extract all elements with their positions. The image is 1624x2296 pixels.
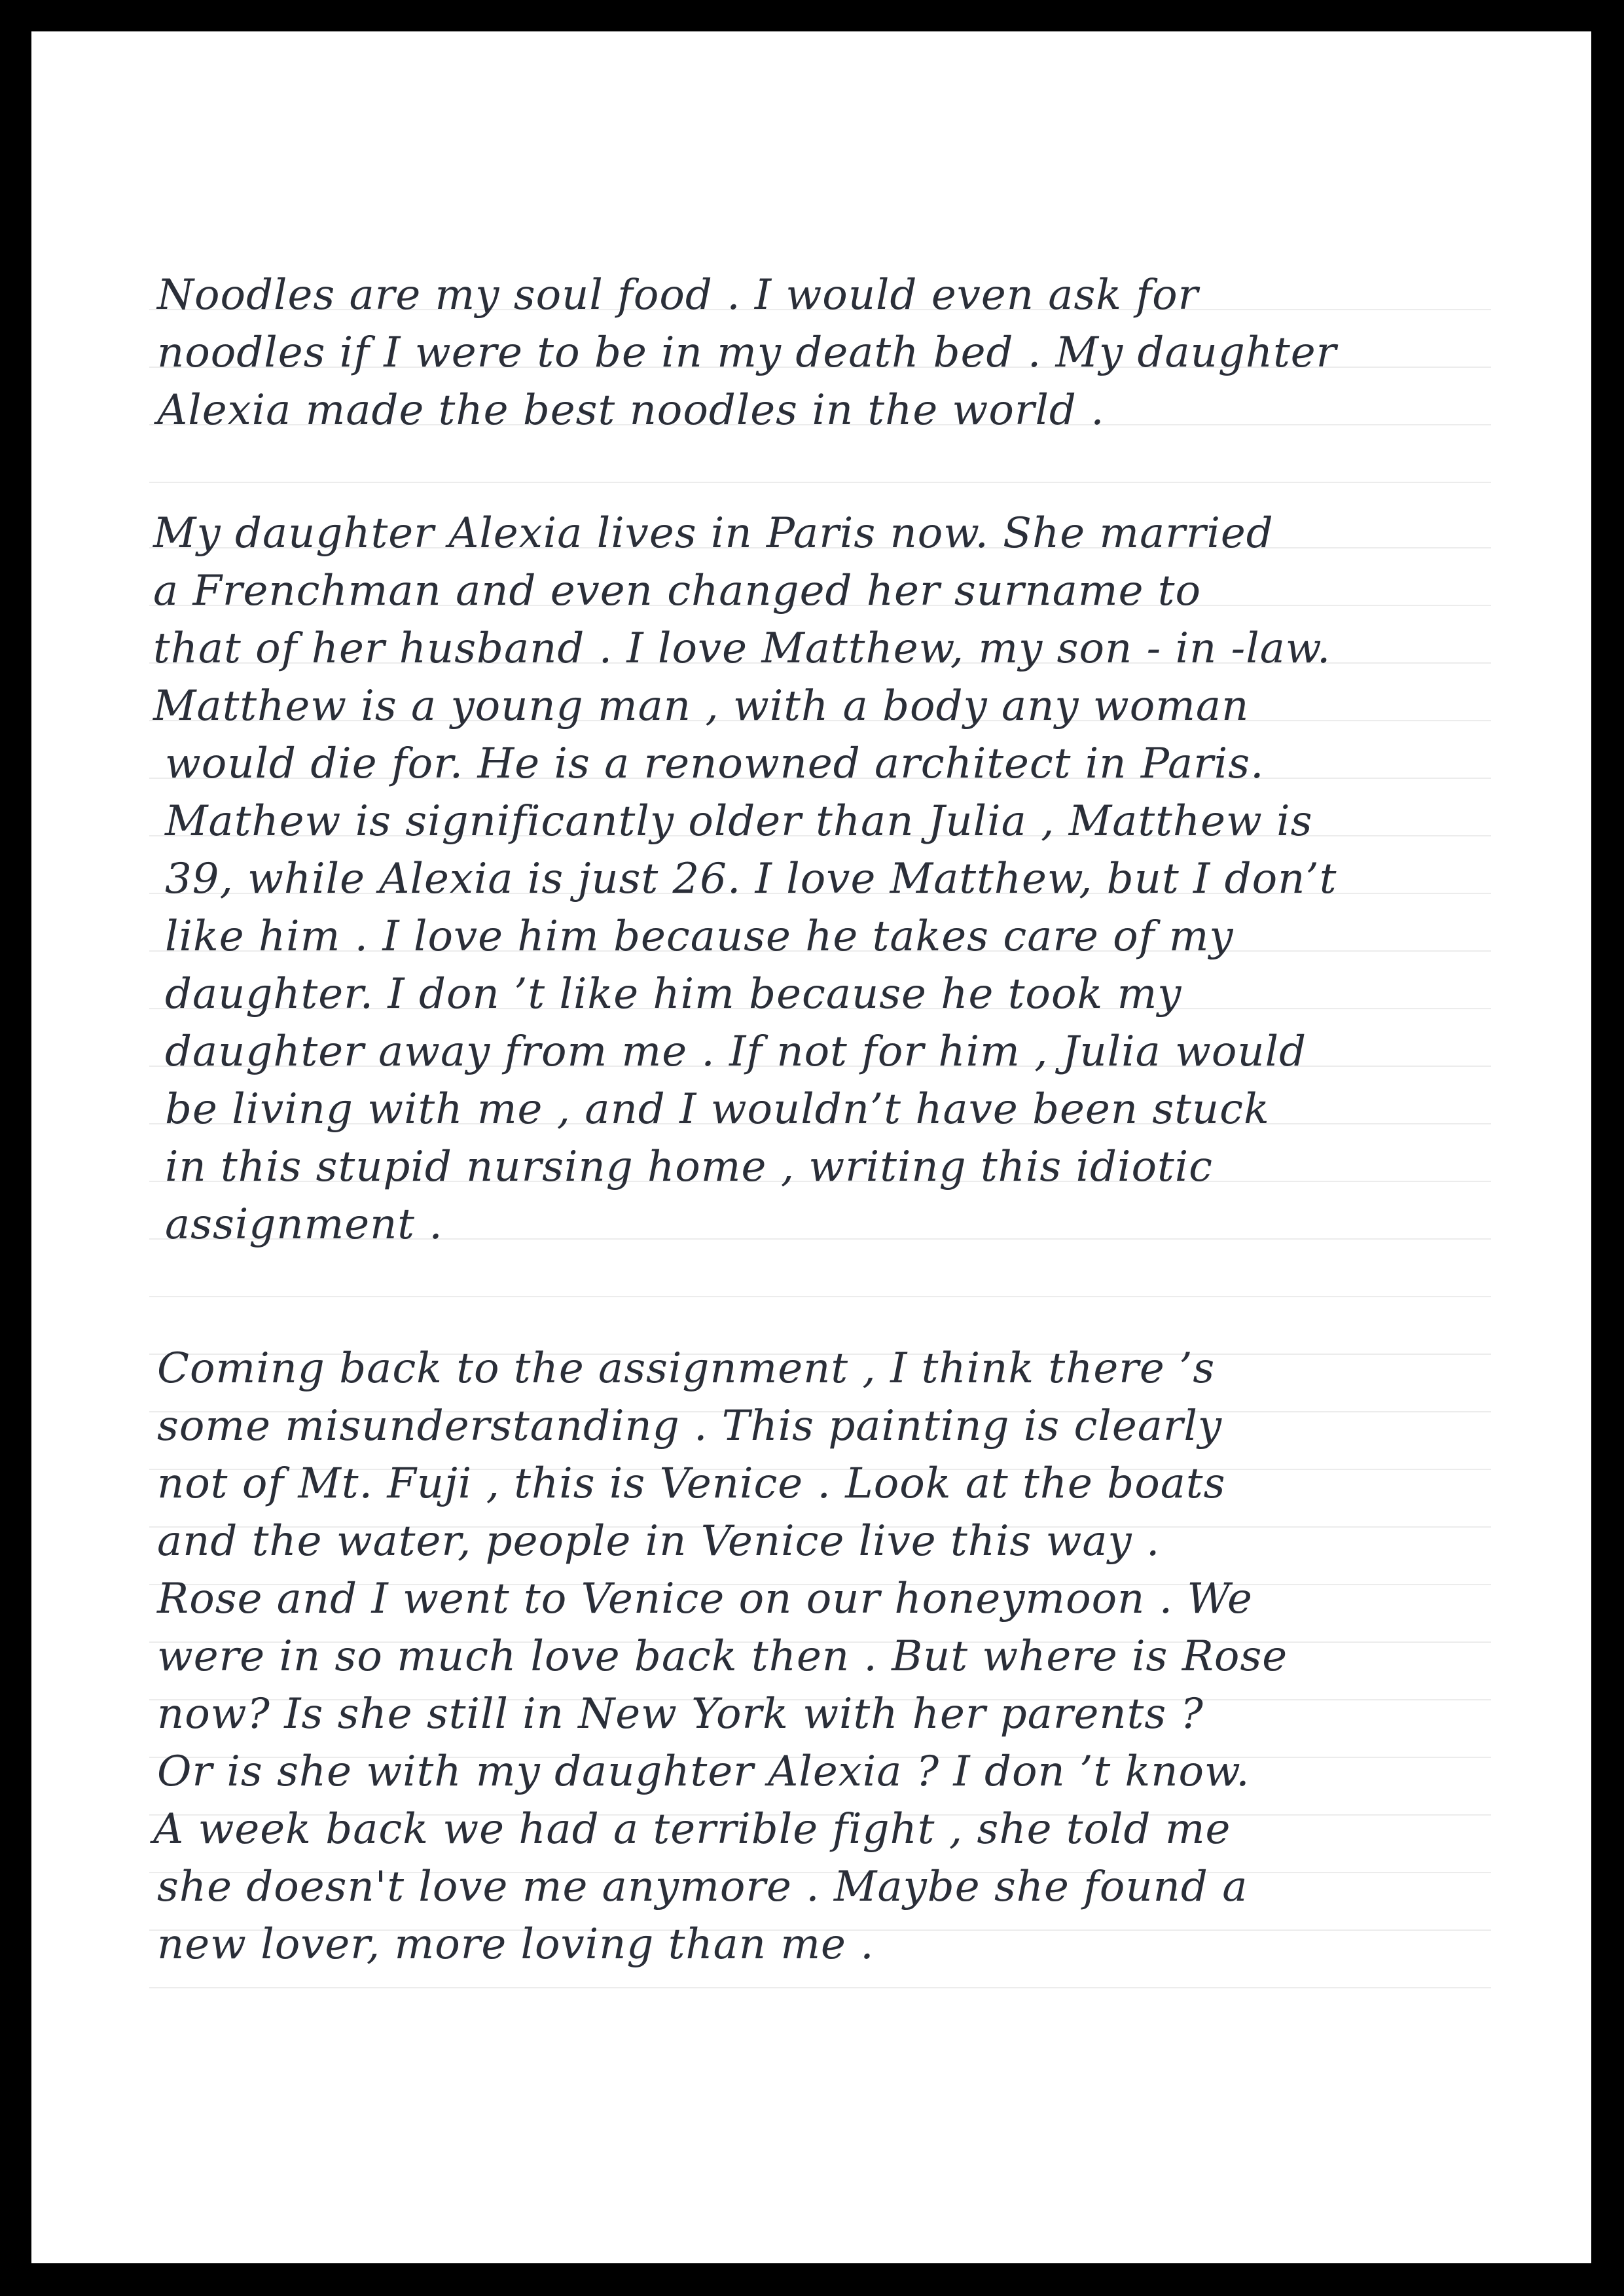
handwritten-line: 39, while Alexia is just 26. I love Matthew, but I don’t	[165, 855, 1337, 903]
ruled-line	[149, 482, 1491, 483]
handwritten-line: Coming back to the assignment , I think there ’s	[157, 1344, 1216, 1393]
handwritten-line: My daughter Alexia lives in Paris now. She married	[153, 509, 1274, 558]
handwritten-line: now? Is she still in New York with her parents ?	[157, 1690, 1204, 1738]
ruled-line	[149, 1987, 1491, 1988]
handwritten-line: would die for. He is a renowned architect in Paris.	[165, 740, 1265, 788]
ruled-line	[149, 1296, 1491, 1297]
handwritten-line: be living with me , and I wouldn’t have been stuck	[165, 1085, 1270, 1134]
handwritten-line: Or is she with my daughter Alexia ? I don ’t know.	[157, 1748, 1250, 1796]
handwritten-line: that of her husband . I love Matthew, my son - in -law.	[153, 624, 1331, 673]
handwritten-line: Mathew is significantly older than Julia , Matthew is	[165, 797, 1313, 846]
handwritten-line: daughter away from me . If not for him , Julia would	[165, 1028, 1307, 1076]
paper-sheet	[31, 31, 1591, 2263]
handwritten-line: noodles if I were to be in my death bed . My daughter	[157, 329, 1337, 377]
handwritten-line: she doesn't love me anymore . Maybe she found a	[157, 1863, 1248, 1911]
handwritten-line: assignment .	[165, 1200, 443, 1249]
handwritten-line: Matthew is a young man , with a body any woman	[153, 682, 1250, 730]
handwritten-line: Alexia made the best noodles in the world .	[157, 386, 1105, 435]
handwritten-line: in this stupid nursing home , writing this idiotic	[165, 1143, 1213, 1191]
handwritten-line: Rose and I went to Venice on our honeymoon . We	[157, 1575, 1253, 1623]
handwritten-line: like him . I love him because he takes care of my	[165, 912, 1234, 961]
handwritten-line: A week back we had a terrible fight , she told me	[153, 1805, 1231, 1854]
handwritten-line: new lover, more loving than me .	[157, 1920, 875, 1969]
handwritten-line: daughter. I don ’t like him because he took my	[165, 970, 1182, 1018]
handwritten-line: were in so much love back then . But where is Rose	[157, 1632, 1288, 1681]
handwritten-line: and the water, people in Venice live this way .	[157, 1517, 1161, 1566]
handwritten-line: a Frenchman and even changed her surname to	[153, 567, 1202, 615]
handwritten-line: some misunderstanding . This painting is clearly	[157, 1402, 1223, 1450]
handwritten-line: Noodles are my soul food . I would even ask for	[157, 271, 1199, 319]
handwritten-line: not of Mt. Fuji , this is Venice . Look at the boats	[157, 1460, 1226, 1508]
